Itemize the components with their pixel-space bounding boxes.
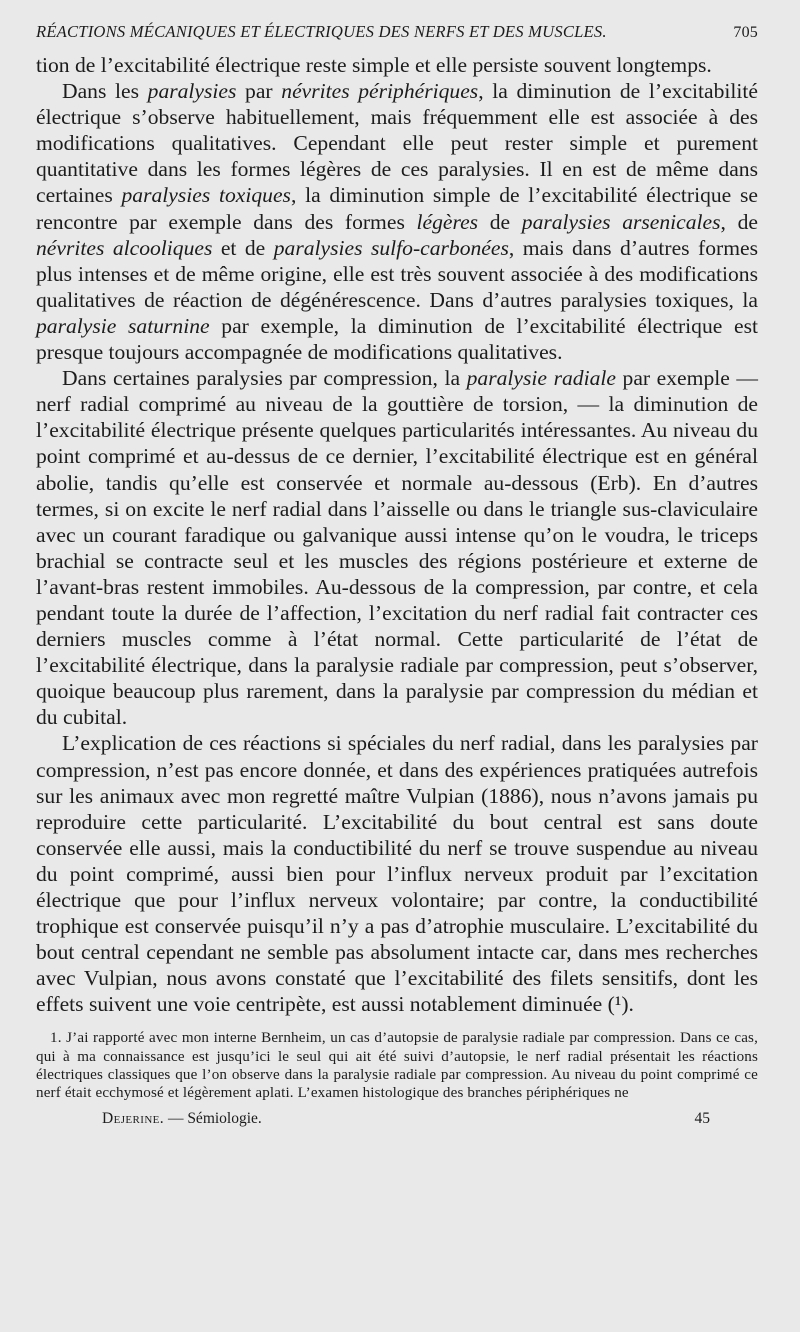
foot-separator: — [164, 1109, 188, 1127]
page-foot [36, 1109, 758, 1129]
text-run: de [478, 209, 522, 234]
italic-term: paralysie saturnine [36, 313, 210, 338]
italic-term: paralysies arsenicales [521, 209, 721, 234]
text-run: tion de l’excitabilité électrique reste simple et elle persiste souvent longtemps. [36, 53, 712, 77]
text-run: , mais dans d’autres formes plus intenses et de même origine, elle est très souvent associée à des modifications qualitatives de réaction de dégénérescence. Dans d’autres paralysies toxiques, la [36, 235, 758, 312]
italic-term: paralysies sulfo-carbonées [273, 235, 509, 260]
text-run: , de [720, 209, 758, 234]
author-name: Dejerine. [102, 1109, 165, 1127]
body-text [36, 52, 758, 1017]
running-head-title: RÉACTIONS MÉCANIQUES ET ÉLECTRIQUES DES NERFS ET DES MUSCLES. [36, 22, 607, 41]
text-run: par exemple, la diminution de l’excitabilité électrique est presque toujours accompagnée de modifications qualitatives. [36, 313, 758, 365]
paragraph [36, 78, 758, 365]
text-run: L’explication de ces réactions si spéciales du nerf radial, dans les paralysies par compression, n’est pas encore donnée, et dans des expériences pratiquées autrefois sur les animaux avec mon regretté maître Vulpian (1886), nous n’avons jamais pu reproduire cette particularité. L’excitabilité du bout central est sans doute conservée elle aussi, mais la conductibilité du nerf se trouve suspendue au niveau du point comprimé, aussi bien pour l’influx nerveux produit par l’excitation électrique que pour l’influx nerveux volontaire; par contre, la conductibilité trophique est conservée puisqu’il n’y a pas d’atrophie musculaire. L’excitabilité du bout central cependant ne semble pas absolument intacte car, dans mes recherches avec Vulpian, nous avons constaté que l’excitabilité des filets sensitifs, dont les effets suivent une voie centripète, est aussi notablement diminuée (¹). [36, 731, 758, 1017]
page-number: 705 [733, 24, 758, 41]
italic-term: paralysies [147, 79, 237, 104]
text-run: Dans les [62, 79, 148, 104]
paragraph [36, 52, 758, 78]
paragraph [36, 365, 758, 730]
text-run: Dans certaines paralysies par compression, la [62, 366, 467, 391]
page-foot-credit [102, 1109, 262, 1129]
italic-term: névrites périphériques [281, 79, 479, 104]
footnote-1: 1. J’ai rapporté avec mon interne Bernheim, un cas d’autopsie de paralysie radiale par compression. Dans ce cas, qui à ma connaissance est jusqu’ici le seul qui ait été suivi d’autopsie, le nerf radial présentait les réactions électriques classiques que l’on observe dans la paralysie radiale par compression. Au niveau du point comprimé ce nerf était ecchymosé et légèrement aplati. L’examen histologique des branches périphériques ne [36, 1030, 758, 1102]
text-run: par exemple — nerf radial comprimé au niveau de la gouttière de torsion, — la diminution de l’excitabilité électrique présente quelques particularités intéressantes. Au niveau du point comprimé et au-dessus de ce dernier, l’excitabilité électrique est en général abolie, tandis qu’elle est conservée et normale au-dessous (Erb). En d’autres termes, si on excite le nerf radial dans l’aisselle ou dans le triangle sus-claviculaire avec un courant faradique ou galvanique aussi intense qu’on le voudra, le triceps brachial se contracte seul et les muscles des régions postérieure et externe de l’avant-bras restent immobiles. Au-dessous de la compression, par contre, et cela pendant toute la durée de l’affection, l’excitation du nerf radial fait contracter ces derniers muscles comme à l’état normal. Cette particularité de l’état de l’excitabilité électrique, dans la paralysie radiale par compression, peut s’observer, quoique beaucoup plus rarement, dans la paralysie par compression du médian et du cubital. [36, 366, 758, 730]
text-run: , la diminution de l’excitabilité électrique s’observe habituellement, mais fréquemment elle est associée à des modifications qualitatives. Cependant elle peut rester simple et purement quantitative dans les formes légères de ces paralysies. Il en est de même dans certaines [36, 79, 758, 208]
running-head [36, 22, 758, 48]
text-run: , la diminution simple de l’excitabilité électrique se rencontre par exemple dans des formes [36, 183, 758, 234]
italic-term: paralysies toxiques [121, 183, 291, 208]
footnotes [36, 1029, 758, 1102]
italic-term: légères [416, 209, 479, 234]
book-title: Sémiologie. [187, 1109, 262, 1127]
text-run: et de [212, 235, 274, 260]
text-run: par [236, 79, 282, 104]
italic-term: névrites alcooliques [36, 235, 213, 260]
signature-mark: 45 [694, 1109, 710, 1127]
paragraph [36, 730, 758, 1017]
italic-term: paralysie radiale [466, 366, 616, 391]
